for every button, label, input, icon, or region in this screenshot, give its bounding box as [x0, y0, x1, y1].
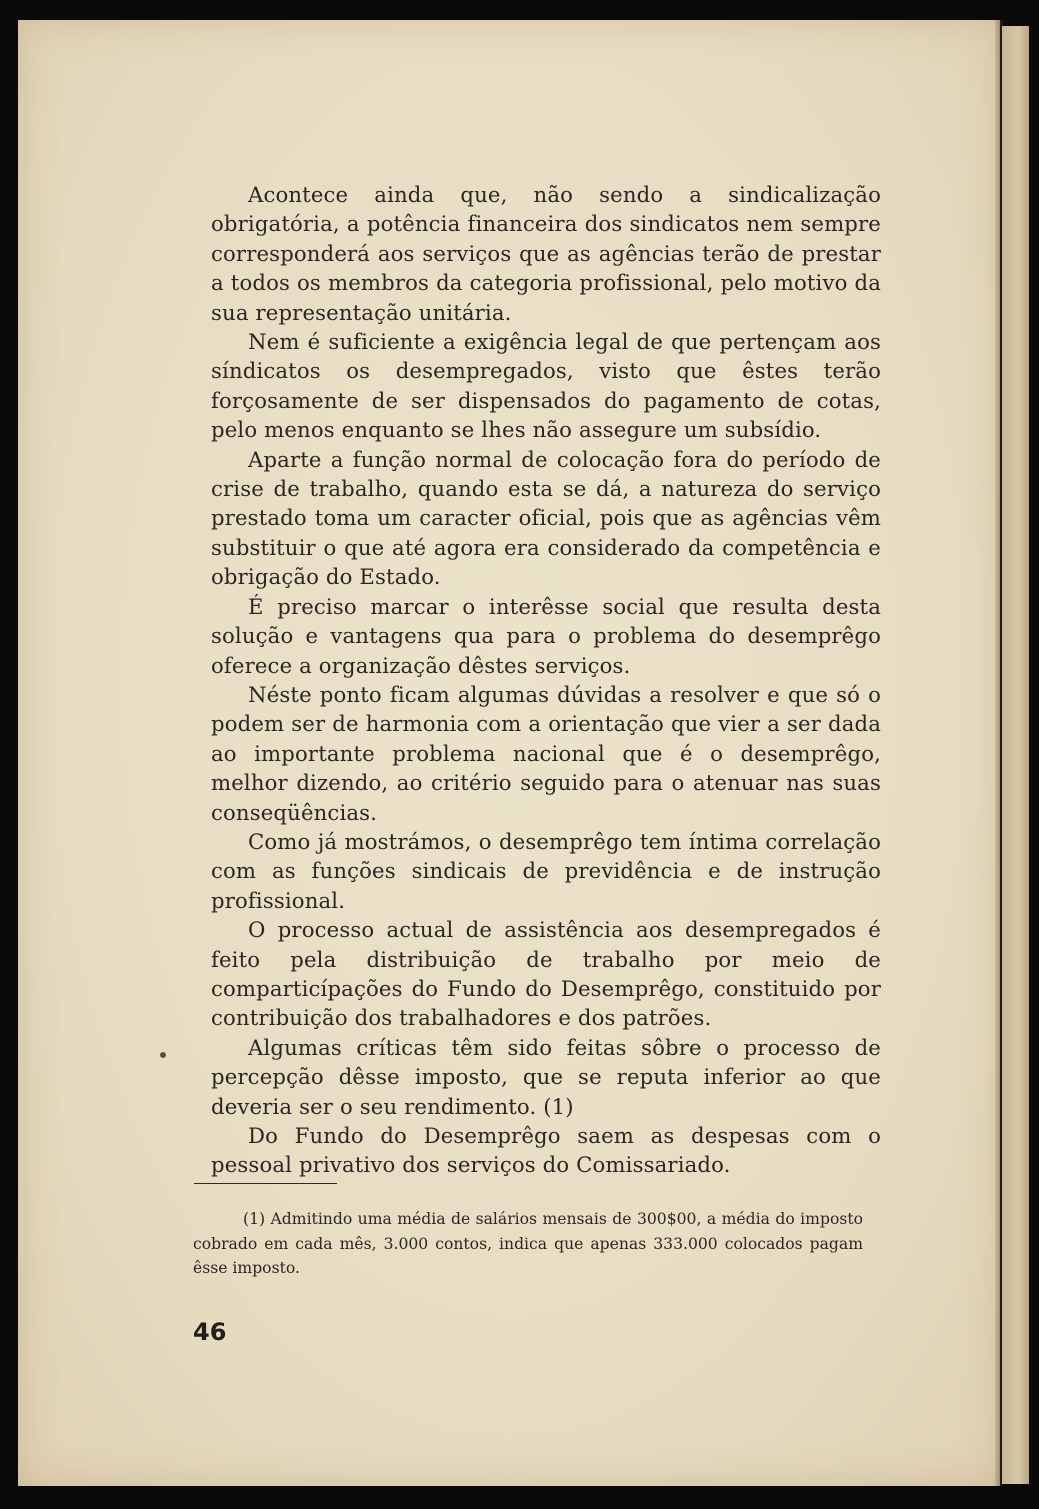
paragraph-1: Acontece ainda que, não sendo a sindicalização obrigatória, a potência financeira dos sindicatos nem sempre corresponderá aos serviços que as agências terão de prestar a todos os membros da categoria profissional, pelo motivo da sua representação unitária. [211, 182, 881, 325]
paragraph-5: Néste ponto ficam algumas dúvidas a resolver e que só o podem ser de harmonia com a orientação que vier a ser dada ao importante problema nacional que é o desemprêgo, melhor dizendo, ao critério seguido para o atenuar nas suas conseqüências. [211, 681, 881, 825]
page-number: 46 [193, 1318, 227, 1346]
footnote-text: (1) Admitindo uma média de salários mensais de 300$00, a média do imposto cobrado em cada mês, 3.000 contos, indica que apenas 333.000 colocados pagam êsse imposto. [193, 1210, 863, 1277]
paragraph-8: Algumas críticas têm sido feitas sôbre o processo de percepção dêsse imposto, que se reputa inferior ao que deveria ser o seu rendimento. (1) [211, 1034, 881, 1119]
paragraph-9: Do Fundo do Desemprêgo saem as despesas com o pessoal privativo dos serviços do Comissariado. [211, 1123, 881, 1178]
footnote [193, 1207, 863, 1281]
paragraph-2: Nem é suficiente a exigência legal de que pertençam aos síndicatos os desempregados, visto que êstes terão forçosamente de ser dispensados do pagamento de cotas, pelo menos enquanto se lhes não assegure um subsídio. [211, 329, 881, 443]
paragraph-6: Como já mostrámos, o desemprêgo tem íntima correlação com as funções sindicais de previdência e de instrução profissional. [211, 828, 881, 913]
paragraph-4: É preciso marcar o interêsse social que resulta desta solução e vantagens qua para o problema do desemprêgo oferece a organização dêstes serviços. [211, 593, 881, 678]
adjacent-page-edge [1002, 26, 1029, 1484]
paragraph-7: O processo actual de assistência aos desempregados é feito pela distribuição de trabalho por meio de comparticípações do Fundo do Desemprêgo, constituido por contribuição dos trabalhadores e dos patrões. [211, 917, 881, 1031]
paragraph-3: Aparte a função normal de colocação fora do período de crise de trabalho, quando esta se dá, a natureza do serviço prestado toma um caracter oficial, pois que as agências vêm substituir o que até agora era considerado da competência e obrigação do Estado. [211, 446, 881, 590]
margin-ink-spot [160, 1052, 166, 1058]
footnote-separator [194, 1183, 337, 1184]
body-text [211, 180, 881, 1180]
